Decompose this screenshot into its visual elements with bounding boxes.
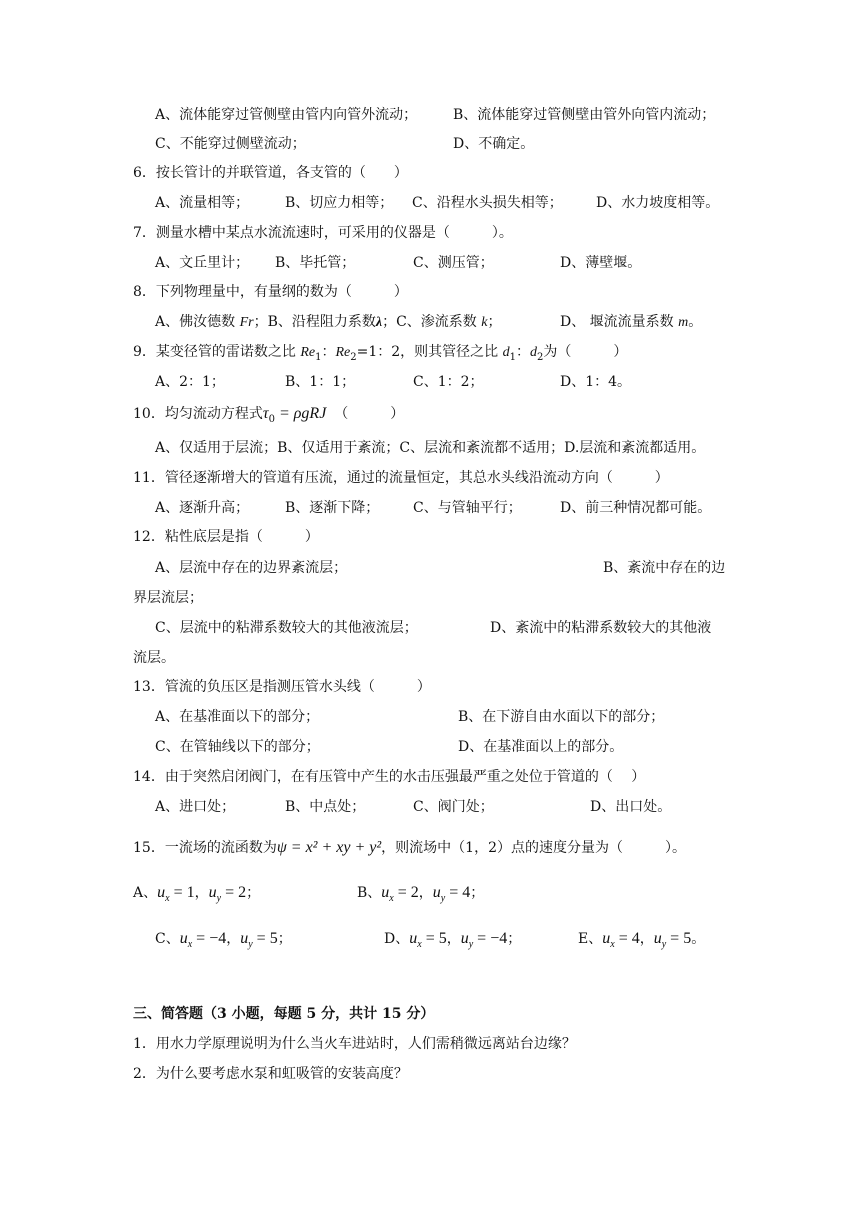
q9-option-a: A、2：1； xyxy=(155,374,225,390)
q9-option-b: B、1：1； xyxy=(285,374,356,390)
q15-option-a xyxy=(133,883,260,909)
q15-d-uy: u xyxy=(460,930,469,947)
q14-option-d: D、出口处。 xyxy=(590,799,672,815)
q5-option-a: A、流体能穿过管侧壁由管内向管外流动； xyxy=(155,107,418,123)
q6-option-a: A、流量相等； xyxy=(155,195,250,211)
q10-options: A、仅适用于层流；B、仅适用于紊流；C、层流和紊流都不适用；D.层流和紊流都适用。 xyxy=(155,440,706,456)
q9-re1-sub: 1 xyxy=(315,351,322,363)
q11-option-b: B、逐渐下降； xyxy=(285,500,380,516)
q6-option-d: D、水力坡度相等。 xyxy=(596,195,720,211)
q15-b-uy-sub: y xyxy=(440,892,446,904)
q15-c-uy: u xyxy=(240,930,249,947)
q14-stem: 14．由于突然启闭阀门，在有压管中产生的水击压强最严重之处位于管道的（ ） xyxy=(133,769,646,785)
q15-a-end: ； xyxy=(246,885,261,901)
q7-option-c: C、测压管； xyxy=(413,255,494,271)
q10-formula-sub: 0 xyxy=(268,413,275,425)
q15-b-uy-val: = 4 xyxy=(445,884,471,901)
q5-option-b: B、流体能穿过管侧壁由管外向管内流动； xyxy=(453,107,716,123)
q9-stem-mid: =1：2，则其管径之比 xyxy=(356,344,503,360)
q8-symbol-fr: Fr xyxy=(239,315,254,330)
q15-b-ux-sub: x xyxy=(389,892,394,904)
section-3-title: 三、简答题（3 小题，每题 5 分，共计 15 分） xyxy=(133,1006,435,1022)
q9-d2: d xyxy=(530,345,538,360)
q5-option-d: D、不确定。 xyxy=(453,136,535,152)
q8-option-b-end: ； xyxy=(382,314,397,330)
q15-a-uy-val: = 2 xyxy=(221,884,247,901)
q15-b-end: ； xyxy=(470,885,485,901)
q9-d2-sub: 2 xyxy=(537,351,544,363)
q15-option-b-label: B、 xyxy=(357,885,382,901)
q10-formula-tau: τ xyxy=(262,405,269,422)
q15-a-ux-val: = 1 xyxy=(169,884,195,901)
q13-option-c: C、在管轴线以下的部分； xyxy=(155,739,320,755)
q9-ratio-sep-2: ： xyxy=(516,344,531,360)
q12-option-b-continued: 界层流层； xyxy=(133,590,203,606)
section-3-question-1: 1．用水力学原理说明为什么当火车进站时，人们需稍微远离站台边缘？ xyxy=(133,1036,576,1052)
q9-option-d: D、1：4。 xyxy=(560,374,632,390)
q15-e-sep: ， xyxy=(639,931,654,947)
q11-option-a: A、逐渐升高； xyxy=(155,500,250,516)
q5-option-c: C、不能穿过侧壁流动； xyxy=(155,136,306,152)
q15-e-uy-sub: y xyxy=(661,938,667,950)
q9-re1: Re xyxy=(300,345,316,360)
q8-symbol-m: m xyxy=(678,315,689,330)
q15-c-end: ； xyxy=(277,931,292,947)
q15-d-ux-val: = 5 xyxy=(421,930,447,947)
q12-option-b: B、紊流中存在的边 xyxy=(603,560,726,576)
q8-option-d xyxy=(560,312,702,333)
q9-d1-sub: 1 xyxy=(509,351,517,363)
q15-d-end: ； xyxy=(507,931,522,947)
q9-re2: Re xyxy=(335,345,351,360)
q15-c-uy-sub: y xyxy=(248,938,253,950)
q9-stem-pre: 9．某变径管的雷诺数之比 xyxy=(133,344,301,360)
q15-option-c-label: C、 xyxy=(155,931,180,947)
q15-a-sep: ， xyxy=(194,885,209,901)
q15-b-sep: ， xyxy=(418,885,433,901)
q12-option-d: D、紊流中的粘滞系数较大的其他液 xyxy=(490,620,712,636)
q11-option-d: D、前三种情况都可能。 xyxy=(560,500,712,516)
q15-d-ux: u xyxy=(409,930,418,947)
q15-b-ux: u xyxy=(381,884,390,901)
q7-option-a: A、文丘里计； xyxy=(155,255,250,271)
q10-stem-pre: 10．均匀流动方程式 xyxy=(133,406,263,422)
q15-option-a-label: A、 xyxy=(133,885,158,901)
q14-option-b: B、中点处； xyxy=(285,799,366,815)
q15-formula: ψ = x² + xy + y² xyxy=(276,839,382,856)
q6-option-b: B、切应力相等； xyxy=(285,195,394,211)
q11-stem: 11．管径逐渐增大的管道有压流，通过的流量恒定，其总水头线沿流动方向（ ） xyxy=(133,470,669,486)
q15-a-uy-sub: y xyxy=(216,892,222,904)
q15-d-uy-val: = −4 xyxy=(473,930,508,947)
q8-option-d-text: D、 堰流流量系数 xyxy=(560,314,679,330)
q9-stem-post: 为（ ） xyxy=(543,344,628,360)
q13-option-d: D、在基准面以上的部分。 xyxy=(458,739,624,755)
q9-stem xyxy=(133,342,627,368)
q15-c-ux: u xyxy=(179,930,188,947)
q15-option-e-label: E、 xyxy=(578,931,603,947)
q15-stem xyxy=(133,838,686,858)
q15-e-uy-val: = 5 xyxy=(666,930,692,947)
q15-c-sep: ， xyxy=(226,931,241,947)
q15-stem-post: ，则流场中（1，2）点的速度分量为（ ）。 xyxy=(381,840,686,856)
q15-option-d-label: D、 xyxy=(384,931,410,947)
q15-stem-pre: 15．一流场的流函数为 xyxy=(133,840,277,856)
q13-option-b: B、在下游自由水面以下的部分； xyxy=(458,709,665,725)
q7-stem: 7．测量水槽中某点水流流速时，可采用的仪器是（ ）。 xyxy=(133,225,513,241)
q12-stem: 12．粘性底层是指（ ） xyxy=(133,529,319,545)
q14-option-a: A、进口处； xyxy=(155,799,236,815)
q9-d1: d xyxy=(502,345,510,360)
q8-option-b-text: B、沿程阻力系数 xyxy=(267,314,376,330)
q9-re2-sub: 2 xyxy=(350,351,357,363)
q15-a-ux-sub: x xyxy=(165,892,170,904)
q15-e-uy: u xyxy=(653,930,662,947)
q15-c-uy-val: = 5 xyxy=(252,930,278,947)
q13-stem: 13．管流的负压区是指测压管水头线（ ） xyxy=(133,679,431,695)
q10-stem-post: （ ） xyxy=(334,406,405,422)
q8-option-d-end: 。 xyxy=(688,314,703,330)
q15-option-d xyxy=(384,929,521,955)
q15-e-ux-sub: x xyxy=(610,938,615,950)
q8-stem: 8．下列物理量中，有量纲的数为（ ） xyxy=(133,284,408,300)
q15-a-ux: u xyxy=(157,884,166,901)
q7-option-b: B、毕托管； xyxy=(275,255,356,271)
q9-option-c: C、1：2； xyxy=(413,374,484,390)
q15-c-ux-sub: x xyxy=(187,938,193,950)
section-3-question-2: 2．为什么要考虑水泵和虹吸管的安装高度？ xyxy=(133,1066,408,1082)
q15-d-ux-sub: x xyxy=(417,938,422,950)
q12-option-c: C、层流中的粘滞系数较大的其他液流层； xyxy=(155,620,418,636)
q8-option-c-text: C、渗流系数 xyxy=(396,314,482,330)
q13-option-a: A、在基准面以下的部分； xyxy=(155,709,320,725)
q10-formula-rest: = ρgRJ xyxy=(274,405,327,422)
q10-stem xyxy=(133,404,404,430)
q15-e-end: 。 xyxy=(691,931,706,947)
q15-b-ux-val: = 2 xyxy=(393,884,419,901)
q6-stem: 6．按长管计的并联管道，各支管的（ ） xyxy=(133,165,408,181)
q15-d-uy-sub: y xyxy=(468,938,474,950)
q15-option-e xyxy=(578,929,705,955)
q15-a-uy: u xyxy=(208,884,217,901)
q15-e-ux: u xyxy=(602,930,611,947)
q15-b-uy: u xyxy=(432,884,441,901)
q12-option-a: A、层流中存在的边界紊流层； xyxy=(155,560,348,576)
q8-symbol-k: k xyxy=(481,315,488,330)
q14-option-c: C、阀门处； xyxy=(413,799,494,815)
q9-ratio-sep-1: ： xyxy=(321,344,336,360)
q15-d-sep: ， xyxy=(446,931,461,947)
q15-option-b xyxy=(357,883,484,909)
q11-option-c: C、与管轴平行； xyxy=(413,500,522,516)
q8-option-c-end: ； xyxy=(487,314,502,330)
q15-e-ux-val: = 4 xyxy=(614,930,640,947)
q8-option-a-end: ； xyxy=(253,314,268,330)
q8-option-a-text: A、佛汝德数 xyxy=(155,314,240,330)
q15-c-ux-val: = −4 xyxy=(192,930,227,947)
q8-symbol-lambda: λ xyxy=(375,315,383,330)
q8-options xyxy=(155,312,501,333)
q7-option-d: D、薄壁堰。 xyxy=(560,255,642,271)
q12-option-d-continued: 流层。 xyxy=(133,650,175,666)
q6-option-c: C、沿程水头损失相等； xyxy=(412,195,563,211)
q15-option-c xyxy=(155,929,292,955)
